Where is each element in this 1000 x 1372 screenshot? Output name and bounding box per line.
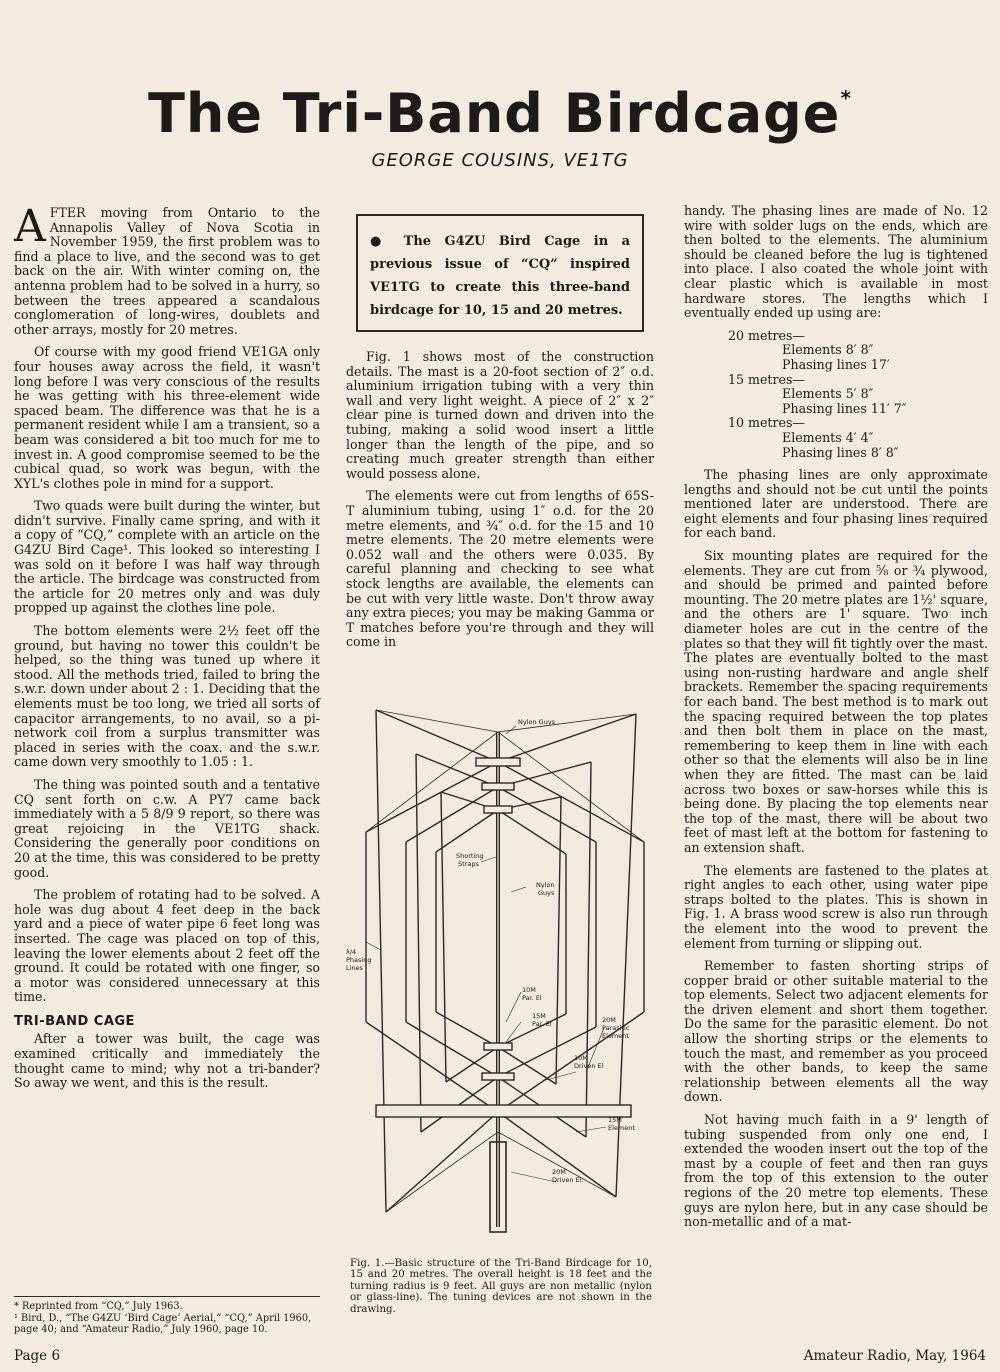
fig-label-15m-element-2: Element bbox=[608, 1124, 635, 1132]
paragraph: The elements were cut from lengths of 65S-T aluminium tubing, using 1″ o.d. for the 20 metre elements, and ¾″ o.d. for the 15 and 10 metre elements. The 20 metre elements were 0.052 wall and the others were 0.035. By careful planning and checking to see what stock lengths are available, the elements can be cut with very little waste. Don't throw away any extra pieces; you may be making Gamma or T matches before you're through and they will come in bbox=[346, 488, 654, 650]
drop-cap: A bbox=[14, 201, 46, 252]
paragraph: AFTER moving from Ontario to the Annapolis Valley of Nova Scotia in November 1959, the first problem was to find a place to live, and the second was to get back on the air. With winter coming on, the antenna problem had to be solved in a hurry, so between the trees appeared a scandalous conglomeration of long-wires, doublets and other arrays, mostly for 20 metres. bbox=[14, 201, 320, 337]
length-phasing: Phasing lines 8′ 8″ bbox=[782, 444, 899, 460]
fig-label-phasing-2: Phasing bbox=[346, 956, 372, 964]
fig-label-phasing-3: Lines bbox=[346, 964, 363, 972]
paragraph: Remember to fasten shorting strips of copper braid or other suitable material to the top elements. Select two adjacent elements for the driven element and short them together. Do the same for the parasitic element. Do not allow the shorting strips or the elements to touch the mast, and remember as you proceed with the other bands, to keep the same relationship between elements all the way down. bbox=[684, 958, 988, 1105]
fig-label-15m-element-1: 15M bbox=[608, 1116, 622, 1124]
fig-label-guys: Guys bbox=[538, 889, 555, 897]
section-heading: TRI-BAND CAGE bbox=[14, 1013, 135, 1029]
fig-label-straps: Straps bbox=[458, 860, 479, 868]
paragraph: Six mounting plates are required for the elements. They are cut from ⅝ or ¾ plywood, and should be primed and painted before mounting. The 20 metre plates are 1½' square, and the others are 1' square. Two inch diameter holes are cut in the centre of the plates so that they will fit tightly over the mast. The plates are eventually bolted to the mast using non-rusting hardware and angle shelf brackets. Remember the spacing requirements for each band. The best method is to mark out the spacing required between the top plates and then bolt them in place on the mast, remembering to keep them in line with each other so that the elements will also be in line when they are fitted. The mast can be laid across two boxes or saw-horses while this is being done. By placing the top elements near the top of the mast, there will be about two feet of mast left at the bottom for fastening to an extension shaft. bbox=[684, 548, 988, 855]
fig-label-phasing-1: λ/4 bbox=[346, 948, 357, 956]
length-band: 20 metres— bbox=[728, 327, 806, 343]
fig-label-20m-par-3: Element bbox=[602, 1032, 629, 1040]
paragraph: Two quads were built during the winter, but didn't survive. Finally came spring, and with it a copy of “CQ,” complete with an article on the G4ZU Bird Cage¹. This looked so interesting I was sold on it before I was half way through the article. The birdcage was constructed from the article for 20 metres only and was duly propped up against the clothes line pole. bbox=[14, 498, 320, 616]
fig-label-10m-par-2: Par. El bbox=[522, 994, 542, 1002]
fig-label-15m-par-2: Par. El bbox=[532, 1020, 552, 1028]
fig-label-20m-par-2: Parasitic bbox=[602, 1024, 630, 1032]
paragraph: Fig. 1 shows most of the construction details. The mast is a 20-foot section of 2″ o.d. aluminium irrigation tubing with a very thin wall and very light weight. A piece of 2″ x 2″ clear pine is turned down and driven into the tubing, making a solid wood insert a little longer than the length of the pipe, and so creating much greater strength than either would possess alone. bbox=[346, 349, 654, 481]
length-elements: Elements 4′ 4″ bbox=[782, 429, 874, 445]
paragraph: The thing was pointed south and a tentative CQ sent forth on c.w. A PY7 came back immediately with a 5 8/9 9 report, so there was great rejoicing in the VE1TG shack. Considering the generally poor conditions on 20 at the time, this was considered to be pretty good. bbox=[14, 776, 320, 880]
fig-label-20m-driven-2: Driven El. bbox=[552, 1176, 584, 1184]
paragraph: Not having much faith in a 9' length of tubing suspended from only one end, I extended the wooden insert out the top of the mast by a couple of feet and then ran guys from the top of this extension to the outer regions of the 20 metre top elements. These guys are nylon here, but in any case should be non-metallic and of a mat- bbox=[684, 1112, 988, 1230]
fig-label-nylon-guys-top: Nylon Guys bbox=[518, 718, 556, 726]
lengths-list bbox=[684, 329, 988, 460]
length-elements: Elements 8′ 8″ bbox=[782, 342, 874, 358]
title-footnote-mark: * bbox=[840, 86, 852, 110]
byline: GEORGE COUSINS, VE1TG bbox=[371, 150, 629, 171]
fig-label-15m-par-1: 15M bbox=[532, 1012, 546, 1020]
column-1 bbox=[14, 201, 320, 1099]
paragraph: The problem of rotating had to be solved. A hole was dug about 4 feet deep in the back yard and a piece of water pipe 6 feet long was inserted. The cage was placed on top of this, leaving the lower elements about 2 feet off the ground. It could be rotated with one finger, so a motor was considered unnecessary at this time. bbox=[14, 887, 320, 1005]
paragraph: The elements are fastened to the plates at right angles to each other, using water pipe straps bolted to the plates. This is shown in Fig. 1. A brass wood screw is also run through the element into the wood to prevent the element from turning or slipping out. bbox=[684, 862, 988, 951]
fig-label-10m-driven-1: 10M bbox=[574, 1054, 588, 1062]
length-band: 15 metres— bbox=[728, 371, 806, 387]
length-elements: Elements 5′ 8″ bbox=[782, 386, 874, 402]
length-band: 10 metres— bbox=[728, 415, 806, 431]
column-3 bbox=[684, 204, 988, 1238]
page-number: Page 6 bbox=[14, 1348, 61, 1364]
paragraph: After a tower was built, the cage was examined critically and immediately the thought came to mind; why not a tri-bander? So away we went, and this is the result. bbox=[14, 1031, 320, 1091]
figure-caption: Fig. 1.—Basic structure of the Tri-Band Birdcage for 10, 15 and 20 metres. The overall height is 18 feet and the turning radius is 9 feet. All guys are non metallic (nylon or glass-line). The tuning devices are not shown in the drawing. bbox=[350, 1258, 652, 1315]
figure-1-diagram bbox=[346, 692, 654, 1254]
fig-label-20m-par-1: 20M bbox=[602, 1016, 616, 1024]
paragraph: handy. The phasing lines are made of No. 12 wire with solder lugs on the ends, which are then bolted to the elements. The aluminium should be cleaned before the lug is tightened into place. I also coated the whole joint with clear plastic which is available in most hardware stores. The lengths which I eventually ended up using are: bbox=[684, 203, 988, 321]
fig-label-10m-par-1: 10M bbox=[522, 986, 536, 994]
footnote: * Reprinted from “CQ,” July 1963. bbox=[14, 1301, 183, 1312]
birdcage-drawing bbox=[346, 692, 654, 1254]
paragraph: The bottom elements were 2½ feet off the ground, but having no tower this couldn't be helped, so the thing was tuned up where it stood. All the methods tried, failed to bring the s.w.r. down under about 2 : 1. Deciding that the elements must be too long, we tried all sorts of capacitor arrangements, to no avail, so a pi-network coil from a surplus transmitter was placed in series with the coax. and the s.w.r. came down very smoothly to 1.05 : 1. bbox=[14, 623, 320, 770]
pullquote-box: ● The G4ZU Bird Cage in a previous issue of “CQ” inspired VE1TG to create this three-band birdcage for 10, 15 and 20 metres. bbox=[356, 214, 644, 332]
fig-label-10m-driven-2: Driven El bbox=[574, 1062, 604, 1070]
footnotes bbox=[14, 1296, 320, 1336]
length-phasing: Phasing lines 17′ bbox=[782, 356, 890, 372]
paragraph: Of course with my good friend VE1GA only four houses away across the field, it wasn't long before I was very conscious of the results he was getting with his three-element wide spaced beam. The difference was that he is a permanent resident while I am a transient, so a beam was considered a bit too much for me to invest in. A good compromise seemed to be the cubical quad, so work was begun, with the XYL's clothes pole in mind for a support. bbox=[14, 344, 320, 491]
fig-label-20m-driven-1: 20M bbox=[552, 1168, 566, 1176]
article-title: The Tri-Band Birdcage* bbox=[148, 82, 852, 145]
length-phasing: Phasing lines 11′ 7″ bbox=[782, 400, 907, 416]
footnote: ¹ Bird, D., “The G4ZU ‘Bird Cage’ Aerial,” “CQ,” April 1960, page 40; and “Amateur Radio,” July 1960, page 10. bbox=[14, 1313, 312, 1335]
fig-label-nylon: Nylon bbox=[536, 881, 555, 889]
publication-footer: Amateur Radio, May, 1964 bbox=[803, 1348, 986, 1364]
column-2 bbox=[346, 350, 654, 658]
paragraph: The phasing lines are only approximate lengths and should not be cut until the points mentioned later are understood. There are eight elements and four phasing lines required for each band. bbox=[684, 467, 988, 541]
fig-label-shorting: Shorting bbox=[456, 852, 484, 860]
